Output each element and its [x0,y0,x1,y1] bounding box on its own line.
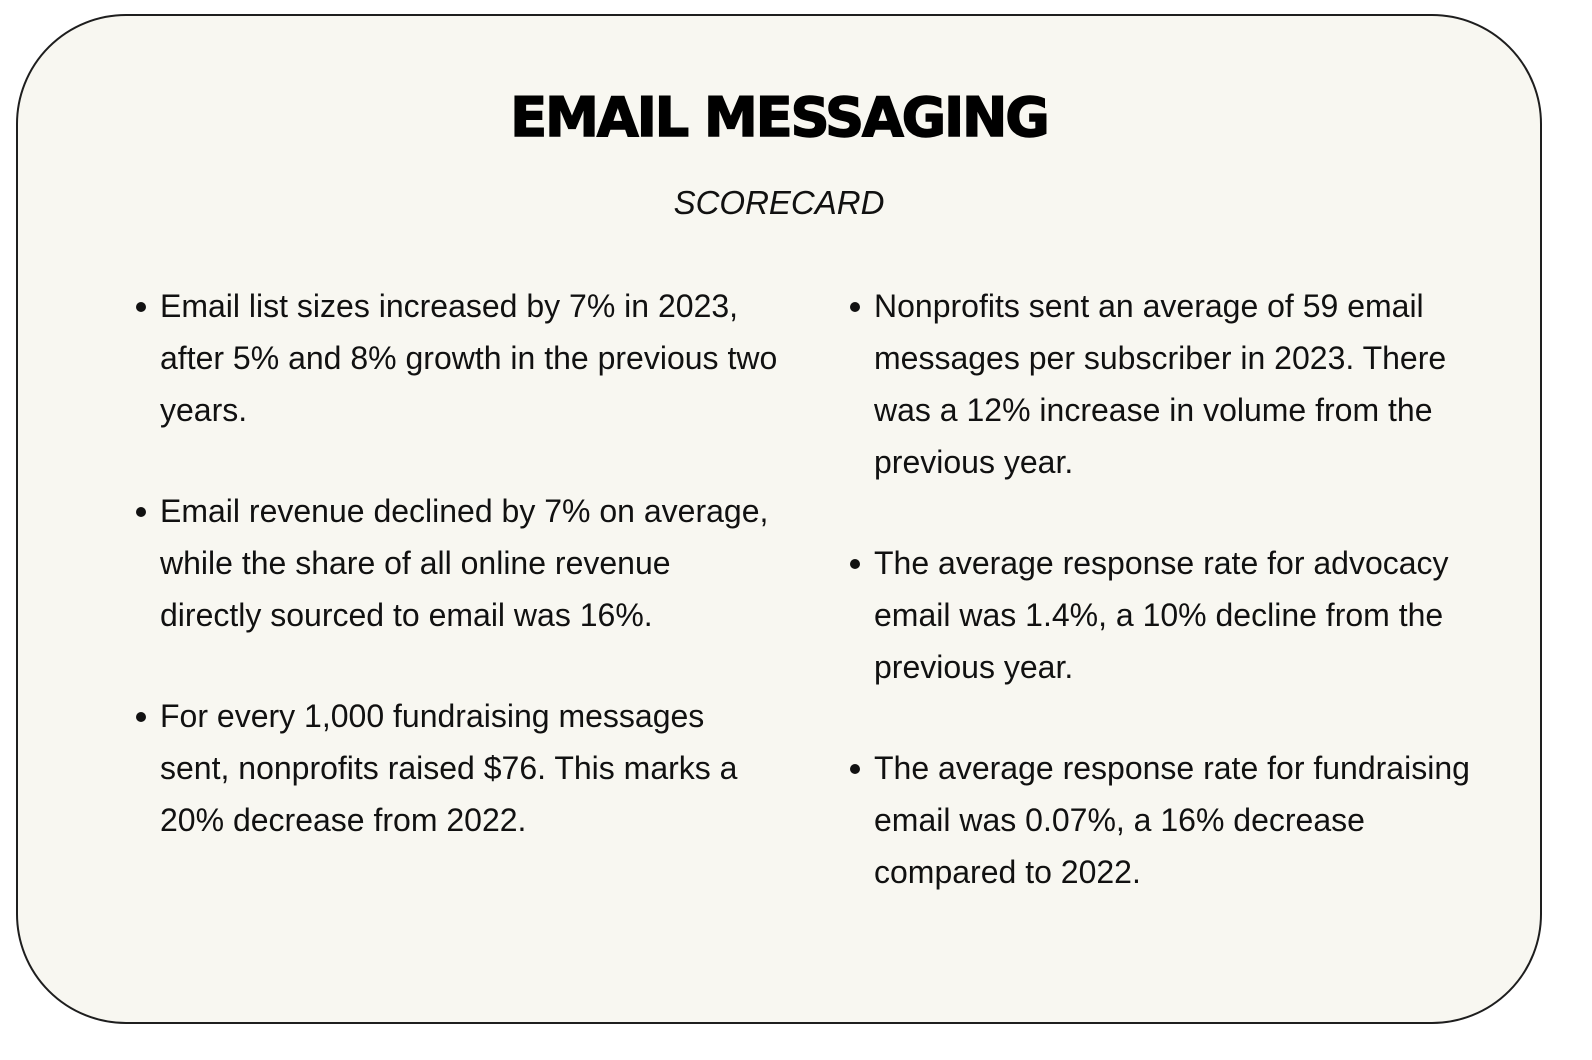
list-item: For every 1,000 fundraising messages sent, nonprofits raised $76. This marks a 20% decrease from 2022. [160,690,780,846]
list-item: The average response rate for fundraising email was 0.07%, a 16% decrease compared to 2022. [874,742,1494,898]
page-title: EMAIL MESSAGING [510,86,1048,149]
list-item: Email list sizes increased by 7% in 2023, after 5% and 8% growth in the previous two years. [160,280,780,436]
scorecard-card [16,14,1542,1024]
list-item: Nonprofits sent an average of 59 email messages per subscriber in 2023. There was a 12% increase in volume from the previous year. [874,280,1494,488]
right-bullet-list [874,280,1494,947]
page-subtitle: SCORECARD [673,184,885,221]
left-bullet-list [160,280,780,895]
list-item: Email revenue declined by 7% on average, while the share of all online revenue directly sourced to email was 16%. [160,485,780,641]
list-item: The average response rate for advocacy email was 1.4%, a 10% decline from the previous year. [874,537,1494,693]
